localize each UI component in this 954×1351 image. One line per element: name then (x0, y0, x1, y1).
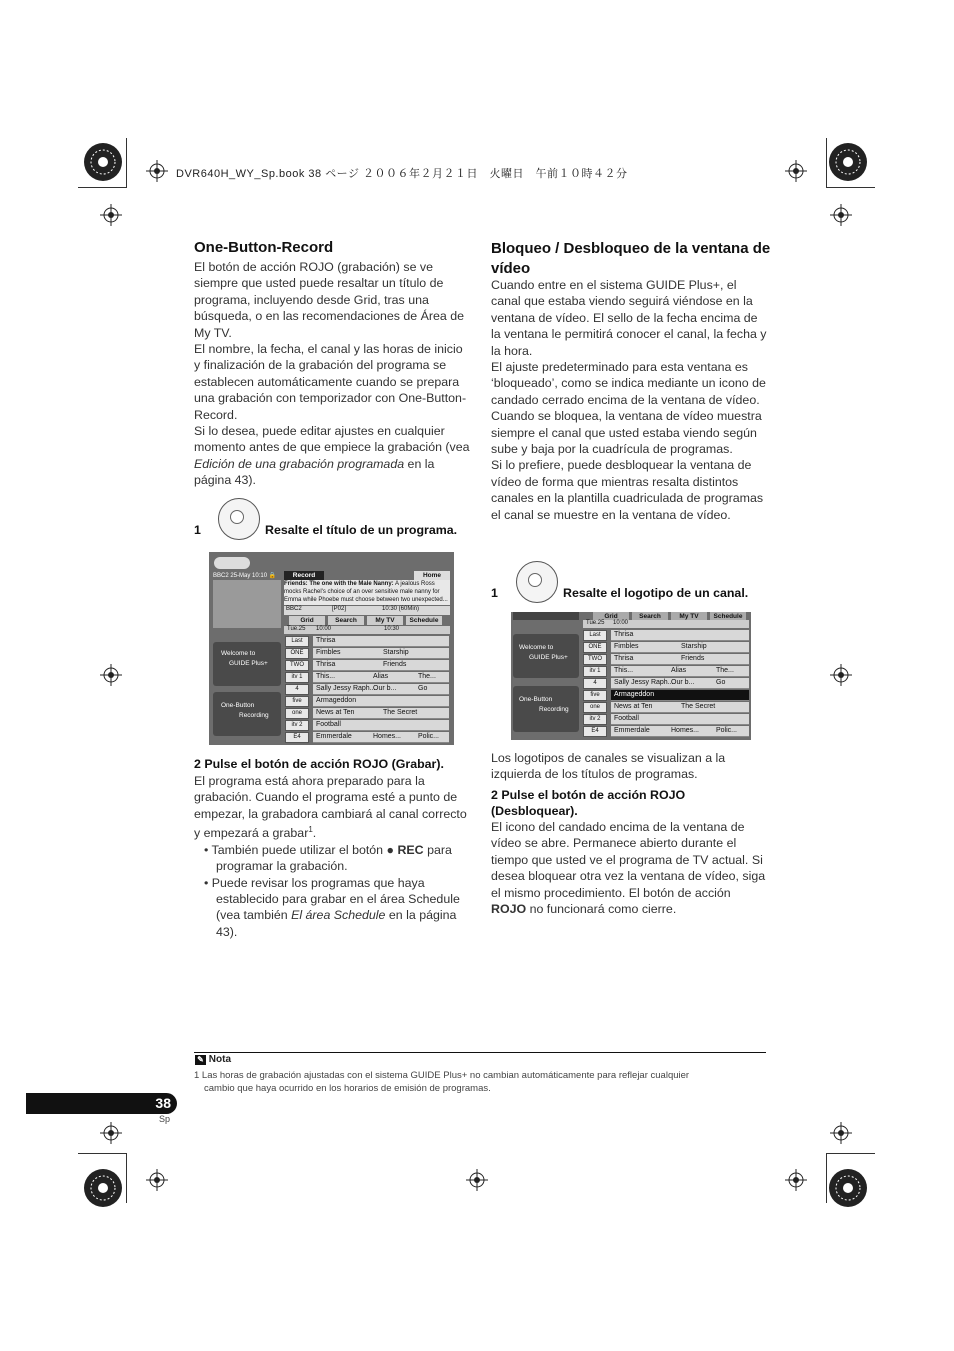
channel-logo-icon[interactable]: E4 (583, 726, 607, 737)
program-info-line: BBC2 [P02] 10:30 (60Min) (284, 606, 450, 615)
program-row[interactable] (313, 648, 449, 659)
program-title: Friends (383, 661, 407, 668)
program-row[interactable] (611, 678, 749, 689)
channel-logo-icon[interactable]: itv 2 (285, 720, 309, 731)
left-body (194, 259, 470, 489)
program-title: Friends (681, 655, 705, 662)
program-title: The Secret (383, 709, 418, 716)
record-tab[interactable]: Record (284, 571, 324, 580)
program-row[interactable] (313, 672, 449, 683)
channel-logo-icon[interactable]: ONE (583, 642, 607, 653)
channel-logo-icon[interactable]: itv 1 (285, 672, 309, 683)
program-title: The... (418, 673, 436, 680)
one-button-panel: One-Button Recording (213, 692, 281, 736)
crosshair-icon (830, 664, 852, 686)
tab-search[interactable]: Search (328, 616, 364, 625)
channel-logo-icon[interactable]: 4 (285, 684, 309, 695)
tab-schedule[interactable]: Schedule (406, 616, 442, 625)
one-button-panel: One-Button Recording (513, 686, 579, 732)
crosshair-icon (830, 204, 852, 226)
program-row[interactable] (313, 696, 449, 707)
welcome-panel: Welcome to GUIDE Plus+ (513, 634, 579, 678)
time-bar: Tue.25 10:00 (583, 620, 749, 628)
paragraph: El ajuste predeterminado para esta ventana es ‘bloqueado’, como se indica mediante un icono de candado cerrado encima de la ventana de vídeo. Cuando se bloquea, la ventana de vídeo muestra siempre el canal que usted estaba viendo según sube y baja por la cuadrícula de programas. (491, 360, 766, 457)
program-title: Go (418, 685, 428, 692)
program-row[interactable] (313, 708, 449, 719)
program-title: Starship (681, 643, 707, 650)
paragraph: Si lo desea, puede editar ajustes en cualquier momento antes de que empiece la grabación (vea Edición de una grabación programada en la página 43). (194, 424, 470, 488)
crosshair-icon (785, 160, 807, 182)
program-title: The Secret (681, 703, 716, 710)
program-info: Friends: The one with the Male Nanny: A jealous Ross mocks Rachel's choice of an over sensitive male nanny for Emma while Phoebe must choose between two unexpected... (284, 580, 450, 605)
channel-logo-icon[interactable]: Last (583, 630, 607, 641)
program-row[interactable] (313, 660, 449, 671)
program-row[interactable] (611, 630, 749, 641)
tab-grid[interactable]: Grid (593, 612, 629, 621)
channel-logo-icon[interactable]: five (285, 696, 309, 707)
registration-burst-icon (83, 1168, 123, 1208)
program-title: Fimbles (316, 649, 341, 656)
program-row[interactable] (611, 726, 749, 737)
video-window (513, 612, 579, 620)
program-title: Fimbles (614, 643, 639, 650)
left-body-2 (194, 773, 470, 940)
tab-grid[interactable]: Grid (289, 616, 325, 625)
crosshair-icon (785, 1169, 807, 1191)
epg-screenshot (209, 552, 454, 745)
program-row[interactable] (611, 702, 749, 713)
paragraph: Cuando entre en el sistema GUIDE Plus+, el canal que estaba viendo seguirá viéndose en la ventana de vídeo. El sello de la fecha encima de la ventana le permitirá conocer el canal, la fecha y la hora. (491, 278, 767, 358)
channel-logo-icon[interactable]: itv 1 (583, 666, 607, 677)
tab-search[interactable]: Search (632, 612, 668, 621)
crosshair-icon (100, 1122, 122, 1144)
crosshair-icon (146, 160, 168, 182)
program-row[interactable] (313, 720, 449, 731)
program-title: Homes... (671, 727, 700, 734)
paragraph: El nombre, la fecha, el canal y las horas de inicio y finalización de la grabación del programa se establecen automáticamente cuando se prepara una grabación con temporizador con One-Button-Record. (194, 342, 467, 422)
program-title: Armageddon (614, 691, 655, 698)
pencil-icon: ✎ (195, 1055, 206, 1065)
crosshair-icon (830, 1122, 852, 1144)
program-title: Polic... (418, 733, 440, 740)
page-number: 38 (26, 1093, 177, 1114)
program-title: Go (716, 679, 726, 686)
channel-logo-icon[interactable]: 4 (583, 678, 607, 689)
program-title: Thrisa (316, 637, 336, 644)
welcome-panel: Welcome to GUIDE Plus+ (213, 642, 281, 686)
program-row[interactable] (313, 636, 449, 647)
note-divider (194, 1052, 766, 1053)
program-title: Sally Jessy Raph... (614, 679, 674, 686)
section-title-one-button-record: One-Button-Record (194, 239, 334, 256)
channel-logo-icon[interactable]: itv 2 (583, 714, 607, 725)
paragraph: El icono del candado encima de la ventana de vídeo se abre. Permanece abierto durante el tiempo que usted ve el programa de TV actual. Si desea bloquear otra vez la ventana de vídeo, siga el mismo procedimiento. El botón de acción ROJO no funcionará como cierre. (491, 820, 766, 917)
bullet-item: • Puede revisar los programas que haya establecido para grabar en el área Schedule (vea también El área Schedule en la página 43). (204, 875, 460, 939)
program-title: Emmerdale (614, 727, 650, 734)
crosshair-icon (466, 1169, 488, 1191)
program-title: Starship (383, 649, 409, 656)
program-title: This... (614, 667, 634, 674)
program-title: Thrisa (316, 661, 336, 668)
step-number: 1 (491, 586, 498, 600)
home-tab[interactable]: Home (414, 571, 450, 580)
right-body (491, 277, 769, 523)
crop-mark (126, 138, 127, 188)
section-title-video-lock: Bloqueo / Desbloqueo de la ventana de vídeo (491, 240, 771, 277)
program-title: Our b... (373, 685, 397, 692)
program-row[interactable] (313, 684, 449, 695)
note-text: 1 Las horas de grabación ajustadas con el sistema GUIDE Plus+ no cambian automáticamente para reflejar cualquier cambio que haya ocurrido en los horarios de emisión de programas. (194, 1070, 690, 1094)
program-title: News at Ten (614, 703, 653, 710)
program-title: Alias (373, 673, 389, 680)
crosshair-icon (100, 664, 122, 686)
paragraph: Si lo prefiere, puede desbloquear la ventana de vídeo de forma que mientras resalta distintos canales en la plantilla cuadriculada de programas el canal se muestre en la ventana de vídeo. (491, 458, 764, 522)
program-title: Thrisa (614, 631, 634, 638)
program-title: Emmerdale (316, 733, 352, 740)
program-row[interactable] (611, 654, 749, 665)
tab-schedule[interactable]: Schedule (710, 612, 746, 621)
crosshair-icon (100, 204, 122, 226)
video-window-stamp: BBC2 25-May 10:10 🔒 (213, 573, 277, 579)
epg-screenshot (511, 612, 751, 740)
program-title: Alias (671, 667, 687, 674)
joystick-icon (218, 498, 260, 540)
program-title: Polic... (716, 727, 738, 734)
program-title: Football (614, 715, 639, 722)
time-bar: Tue.25 10:00 10:30 (284, 626, 450, 634)
step-instruction: 2 Pulse el botón de acción ROJO (Grabar). (194, 757, 444, 771)
program-title: Thrisa (614, 655, 634, 662)
step-instruction: Resalte el título de un programa. (265, 523, 458, 537)
channel-logo-icon[interactable]: Last (285, 636, 309, 647)
crop-mark (78, 187, 126, 188)
channel-logo-icon[interactable]: TWO (583, 654, 607, 665)
channel-logo-icon[interactable]: one (583, 702, 607, 713)
video-window (213, 580, 281, 628)
program-row[interactable] (611, 666, 749, 677)
channel-logo-icon[interactable]: ONE (285, 648, 309, 659)
channel-logo-icon[interactable]: one (285, 708, 309, 719)
program-title: News at Ten (316, 709, 355, 716)
crop-mark (126, 1153, 127, 1203)
lock-icon: 🔒 (268, 573, 277, 579)
registration-burst-icon (828, 1168, 868, 1208)
channel-logo-icon[interactable]: E4 (285, 732, 309, 743)
crop-mark (826, 138, 827, 188)
program-title: Football (316, 721, 341, 728)
crosshair-icon (146, 1169, 168, 1191)
program-row[interactable] (611, 714, 749, 725)
print-header: DVR640H_WY_Sp.book 38 ページ ２００６年２月２１日 火曜日 午前１０時４２分 (176, 168, 628, 180)
tab-my-tv[interactable]: My TV (671, 612, 707, 621)
program-title: Sally Jessy Raph... (316, 685, 376, 692)
step-instruction: Resalte el logotipo de un canal. (563, 586, 749, 600)
crop-mark (827, 1153, 875, 1154)
program-title: This... (316, 673, 336, 680)
guide-plus-logo (214, 557, 250, 569)
step-instruction: 2 Pulse el botón de acción ROJO (Desbloquear). (491, 788, 686, 818)
program-title: The... (716, 667, 734, 674)
program-row[interactable] (611, 642, 749, 653)
paragraph: El programa está ahora preparado para la grabación. Cuando el programa esté a punto de empezar, la grabadora cambiará al canal correcto y empezará a grabar$^1$. (194, 774, 467, 841)
program-title: Our b... (671, 679, 695, 686)
program-title: Armageddon (316, 697, 357, 704)
tab-my-tv[interactable]: My TV (367, 616, 403, 625)
crop-mark (826, 1153, 827, 1203)
joystick-icon (516, 561, 558, 603)
program-title: Homes... (373, 733, 402, 740)
registration-burst-icon (828, 142, 868, 182)
note-heading: ✎ Nota (195, 1054, 231, 1065)
program-row[interactable] (611, 690, 749, 701)
paragraph: Los logotipos de canales se visualizan a la izquierda de los títulos de programas. (491, 751, 726, 782)
crop-mark (78, 1153, 126, 1154)
paragraph: El botón de acción ROJO (grabación) se ve siempre que usted puede resaltar un título de programa, incluyendo desde Grid, tras una búsqueda, o en las recomendaciones de Área de My TV. (194, 260, 465, 340)
page-language: Sp (159, 1114, 171, 1124)
step-number: 1 (194, 523, 201, 537)
crop-mark (827, 187, 875, 188)
program-row[interactable] (313, 732, 449, 743)
channel-logo-icon[interactable]: TWO (285, 660, 309, 671)
registration-burst-icon (83, 142, 123, 182)
bullet-item: • También puede utilizar el botón ● REC para programar la grabación. (204, 842, 452, 874)
channel-logo-icon[interactable]: five (583, 690, 607, 701)
